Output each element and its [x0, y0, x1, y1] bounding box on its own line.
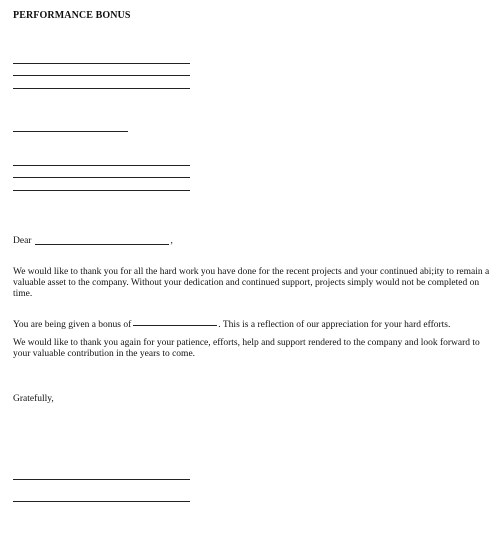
sender-address-line-1[interactable] [13, 63, 190, 64]
closing-thanks-paragraph: We would like to thank you again for your patience, efforts, help and support rendered to the company and look forward to your valuable contribution in the years to come. [13, 338, 480, 359]
sender-address-line-3[interactable] [13, 88, 190, 89]
recipient-name-blank[interactable] [35, 236, 169, 245]
bonus-amount-blank[interactable] [133, 317, 217, 326]
signature-line-1[interactable] [13, 479, 190, 480]
salutation-prefix: Dear [13, 236, 32, 246]
closing-text: Gratefully, [13, 394, 54, 404]
date-line[interactable] [13, 131, 128, 132]
salutation [13, 236, 173, 246]
signature-line-2[interactable] [13, 501, 190, 502]
sender-address-line-2[interactable] [13, 75, 190, 76]
recipient-address-line-3[interactable] [13, 190, 190, 191]
recipient-address-line-2[interactable] [13, 177, 190, 178]
thanks-paragraph: We would like to thank you for all the hard work you have done for the recent projects and your continued abi;ity to remain a valuable asset to the company. Without your dedication and continued support, projects simply would not be completed on time. [13, 267, 490, 299]
bonus-suffix: . This is a reflection of our appreciation for your hard efforts. [218, 320, 451, 330]
salutation-suffix: , [170, 236, 173, 246]
recipient-address-line-1[interactable] [13, 165, 190, 166]
bonus-paragraph [13, 317, 491, 331]
bonus-prefix: You are being given a bonus of [13, 320, 132, 330]
document-title: PERFORMANCE BONUS [13, 10, 131, 21]
